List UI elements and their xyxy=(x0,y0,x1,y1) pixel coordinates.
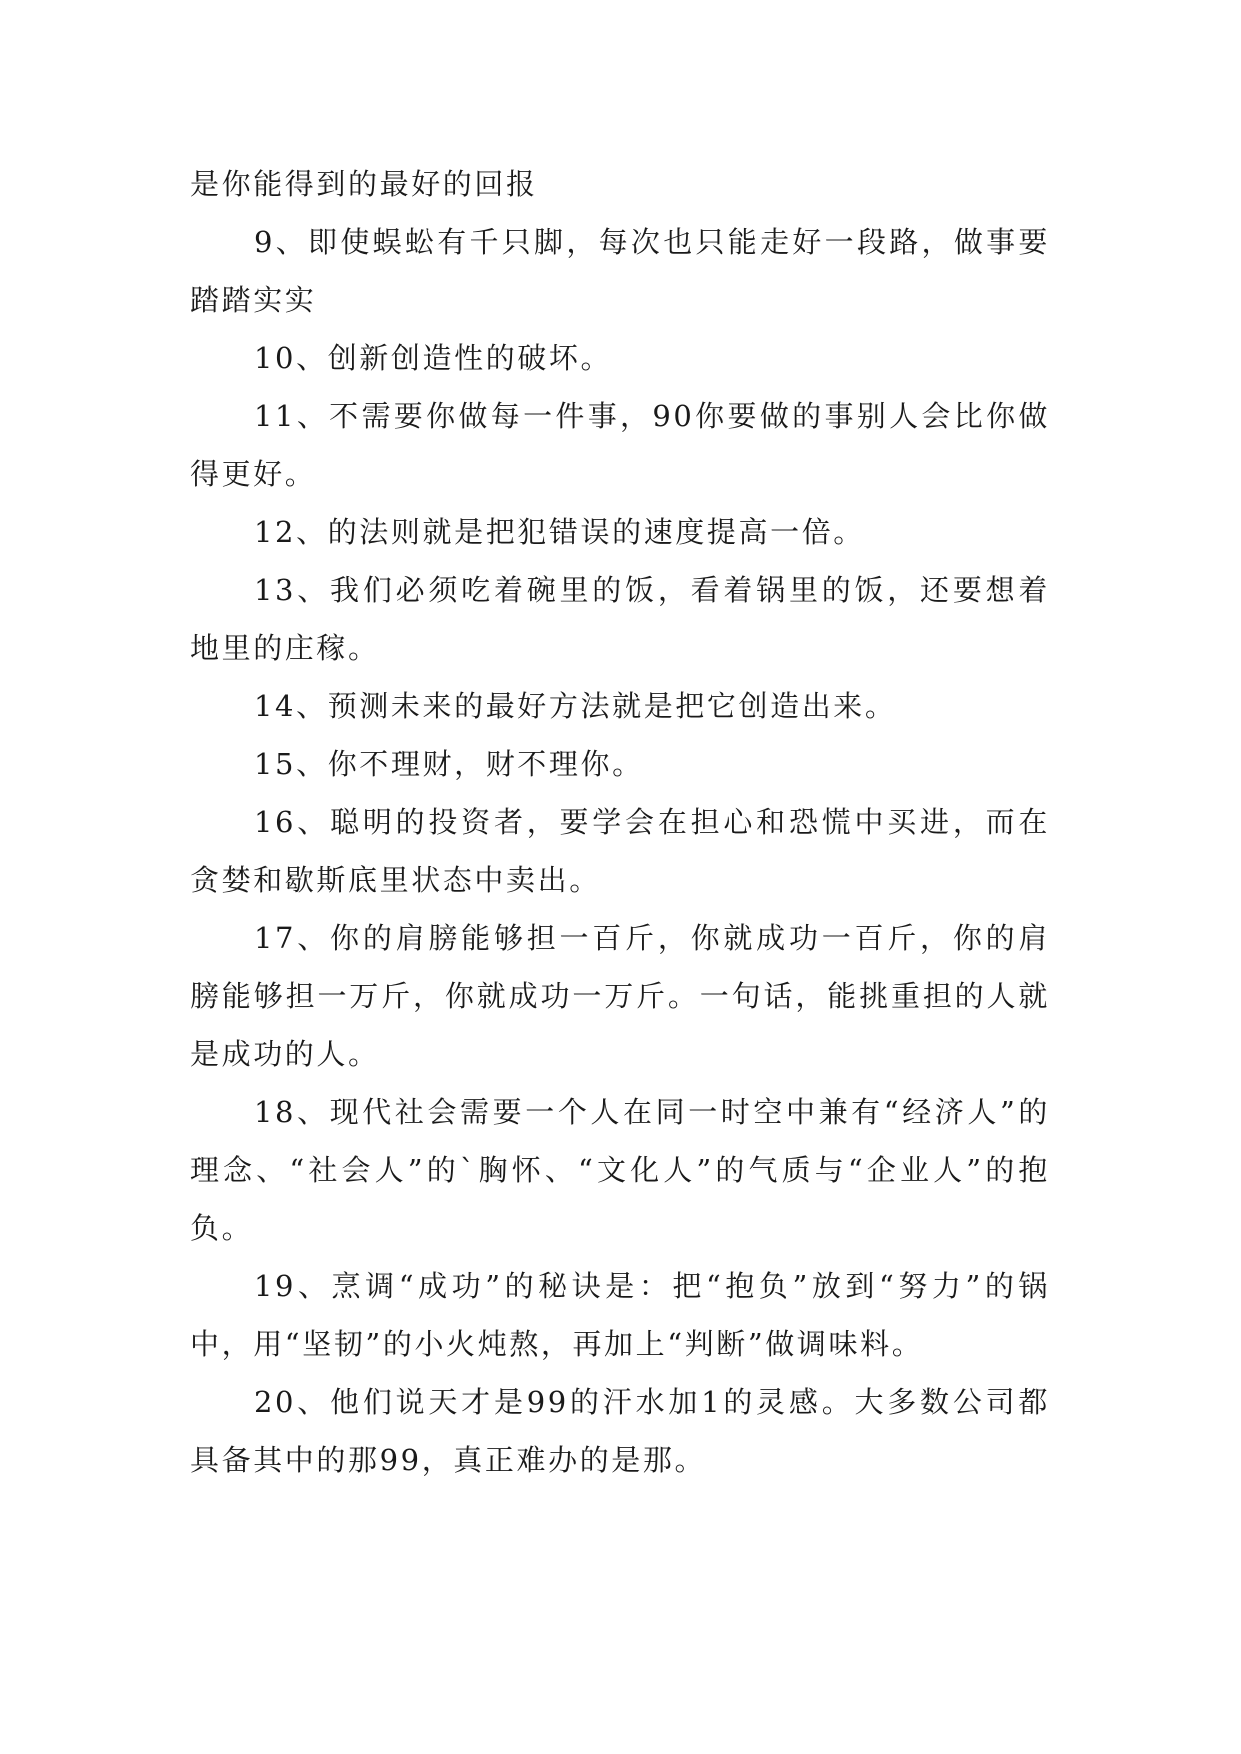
quote-11: 11、不需要你做每一件事，90你要做的事别人会比你做得更好。 xyxy=(190,399,1050,491)
quote-17: 17、你的肩膀能够担一百斤，你就成功一百斤，你的肩膀能够担一万斤，你就成功一万斤。一句话，能挑重担的人就是成功的人。 xyxy=(190,921,1050,1071)
quote-13: 13、我们必须吃着碗里的饭，看着锅里的饭，还要想着地里的庄稼。 xyxy=(190,573,1050,665)
quote-14: 14、预测未来的最好方法就是把它创造出来。 xyxy=(254,689,897,723)
quote-10: 10、创新创造性的破坏。 xyxy=(254,341,613,375)
quote-12: 12、的法则就是把犯错误的速度提高一倍。 xyxy=(254,515,865,549)
quote-15: 15、你不理财，财不理你。 xyxy=(254,747,644,781)
quote-19: 19、烹调“成功”的秘诀是：把“抱负”放到“努力”的锅中，用“坚韧”的小火炖熬，再加上“判断”做调味料。 xyxy=(190,1269,1050,1361)
quote-9: 9、即使蜈蚣有千只脚，每次也只能走好一段路，做事要踏踏实实 xyxy=(190,225,1050,317)
document-body xyxy=(190,155,1050,1489)
quote-16: 16、聪明的投资者，要学会在担心和恐慌中买进，而在贪婪和歇斯底里状态中卖出。 xyxy=(190,805,1050,897)
quote-18: 18、现代社会需要一个人在同一时空中兼有“经济人”的理念、“社会人”的`胸怀、“文化人”的气质与“企业人”的抱负。 xyxy=(190,1095,1050,1245)
continued-paragraph: 是你能得到的最好的回报 xyxy=(190,167,538,201)
quote-20: 20、他们说天才是99的汗水加1的灵感。大多数公司都具备其中的那99，真正难办的是那。 xyxy=(190,1385,1050,1477)
